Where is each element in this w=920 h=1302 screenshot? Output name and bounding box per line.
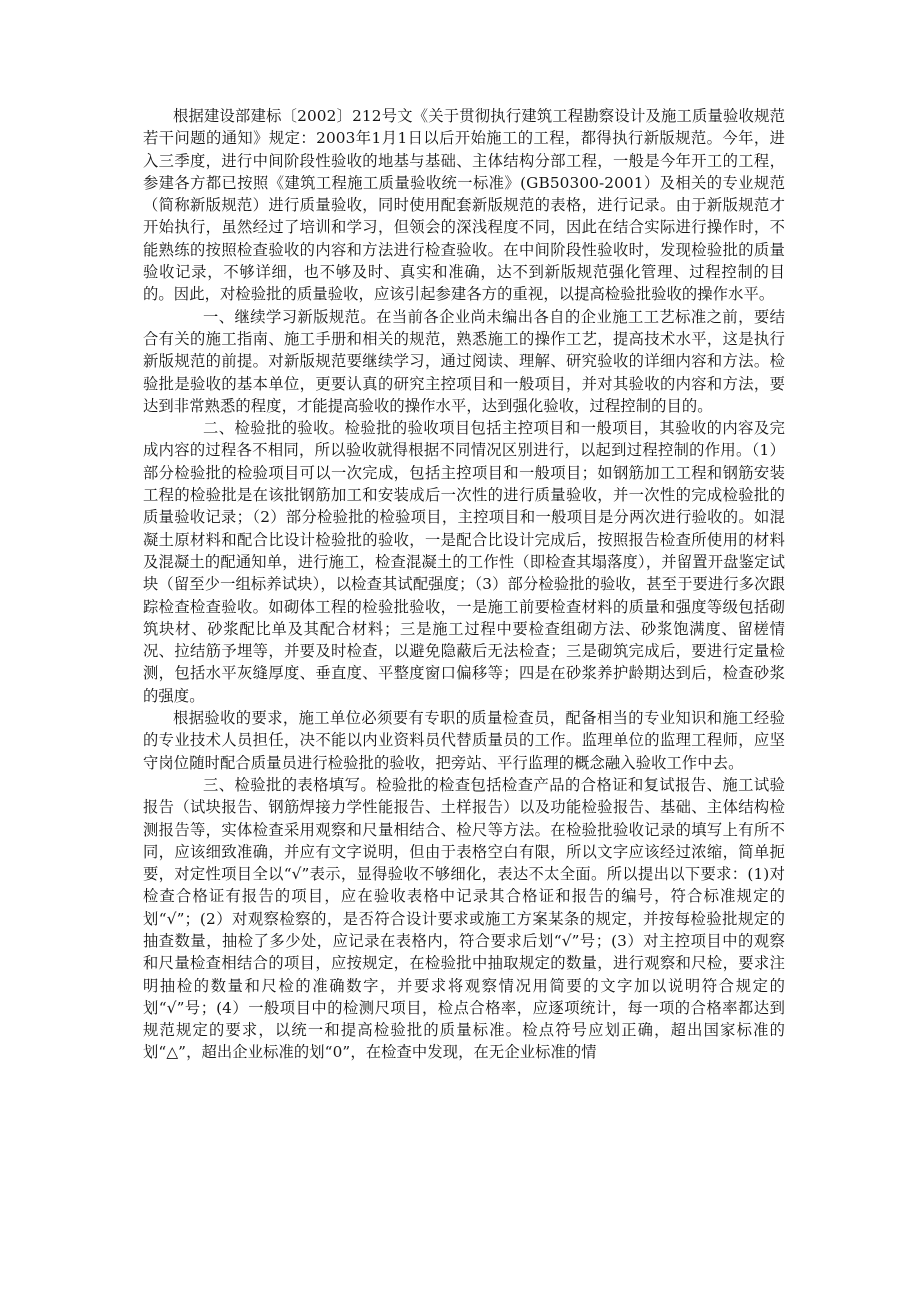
section-2-paragraph: 二、检验批的验收。检验批的验收项目包括主控项目和一般项目，其验收的内容及完成内容的过程各不相同，所以验收就得根据不同情况区别进行，以起到过程控制的作用。（1）部分检验批的检验项目可以一次完成，包括主控项目和一般项目；如钢筋加工工程和钢筋安装工程的检验批是在该批钢筋加工和安装成后一次性的进行质量验收，并一次性的完成检验批的质量验收记录；（2）部分检验批的检验项目，主控项目和一般项目是分两次进行验收的。如混凝土原材料和配合比设计检验批的验收，一是配合比设计完成后，按照报告检查所使用的材料及混凝土的配通知单，进行施工，检查混凝土的工作性（即检查其塌落度），并留置开盘鉴定试块（留至少一组标养试块），以检查其试配强度；（3）部分检验批的验收，甚至于要进行多次跟踪检查检查验收。如砌体工程的检验批验收，一是施工前要检查材料的质量和强度等级包括砌筑块材、砂浆配比单及其配合材料；三是施工过程中要检查组砌方法、砂浆饱满度、留槎情况、拉结筋予埋等，并要及时检查，以避免隐蔽后无法检查；三是砌筑完成后，要进行定量检测，包括水平灰缝厚度、垂直度、平整度窗口偏移等；四是在砂浆养护龄期达到后，检查砂浆的强度。	[143, 419, 785, 705]
requirements-paragraph: 根据验收的要求，施工单位必须要有专职的质量检查员，配备相当的专业知识和施工经验的专业技术人员担任，决不能以内业资料员代替质量员的工作。监理单位的监理工程师，应坚守岗位随时配合质量员进行检验批的验收，把旁站、平行监理的概念融入验收工作中去。	[143, 709, 785, 772]
intro-paragraph: 根据建设部建标〔2002〕212号文《关于贯彻执行建筑工程勘察设计及施工质量验收规范若干问题的通知》规定：2003年1月1日以后开始施工的工程，都得执行新版规范。今年，进入三季度，进行中间阶段性验收的地基与基础、主体结构分部工程，一般是今年开工的工程，参建各方都已按照《建筑工程施工质量验收统一标准》(GB50300-2001）及相关的专业规范（简称新版规范）进行质量验收，同时使用配套新版规范的表格，进行记录。由于新版规范才开始执行，虽然经过了培训和学习，但领会的深浅程度不同，因此在结合实际进行操作时，不能熟练的按照检查验收的内容和方法进行检查验收。在中间阶段性验收时，发现检验批的质量验收记录，不够详细，也不够及时、真实和准确，达不到新版规范强化管理、过程控制的目的。因此，对检验批的质量验收，应该引起参建各方的重视，以提高检验批验收的操作水平。	[143, 107, 785, 304]
section-3-paragraph: 三、检验批的表格填写。检验批的检查包括检查产品的合格证和复试报告、施工试验报告（试块报告、钢筋焊接力学性能报告、土样报告）以及功能检验报告、基础、主体结构检测报告等，实体检查采用观察和尺量相结合、检尺等方法。在检验批验收记录的填写上有所不同，应该细致准确，并应有文字说明，但由于表格空白有限，所以文字应该经过浓缩，简单扼要，对定性项目全以“√”表示，显得验收不够细化，表达不太全面。所以提出以下要求：(1)对检查合格证有报告的项目，应在验收表格中记录其合格证和报告的编号，符合标准规定的划“√”；(2）对观察检察的，是否符合设计要求或施工方案某条的规定，并按每检验批规定的抽查数量，抽检了多少处，应记录在表格内，符合要求后划“√”号；(3）对主控项目中的观察和尺量检查相结合的项目，应按规定，在检验批中抽取规定的数量，进行观察和尺检，要求注明抽检的数量和尺检的准确数字，并要求将观察情况用简要的文字加以说明符合规定的划“√”号；(4）一般项目中的检测尺项目，检点合格率，应逐项统计，每一项的合格率都达到规范规定的要求，以统一和提高检验批的质量标准。检点符号应划正确，超出国家标准的划“△”，超出企业标准的划“0”，在检查中发现，在无企业标准的情	[143, 775, 785, 1062]
section-1-paragraph: 一、继续学习新版规范。在当前各企业尚未编出各自的企业施工工艺标准之前，要结合有关的施工指南、施工手册和相关的规范，熟悉施工的操作工艺，提高技术水平，这是执行新版规范的前提。对新版规范要继续学习，通过阅读、理解、研究验收的详细内容和方法。检验批是验收的基本单位，更要认真的研究主控项目和一般项目，并对其验收的内容和方法，要达到非常熟悉的程度，才能提高验收的操作水平，达到强化验收，过程控制的目的。	[143, 307, 785, 415]
document-body	[143, 105, 785, 1064]
